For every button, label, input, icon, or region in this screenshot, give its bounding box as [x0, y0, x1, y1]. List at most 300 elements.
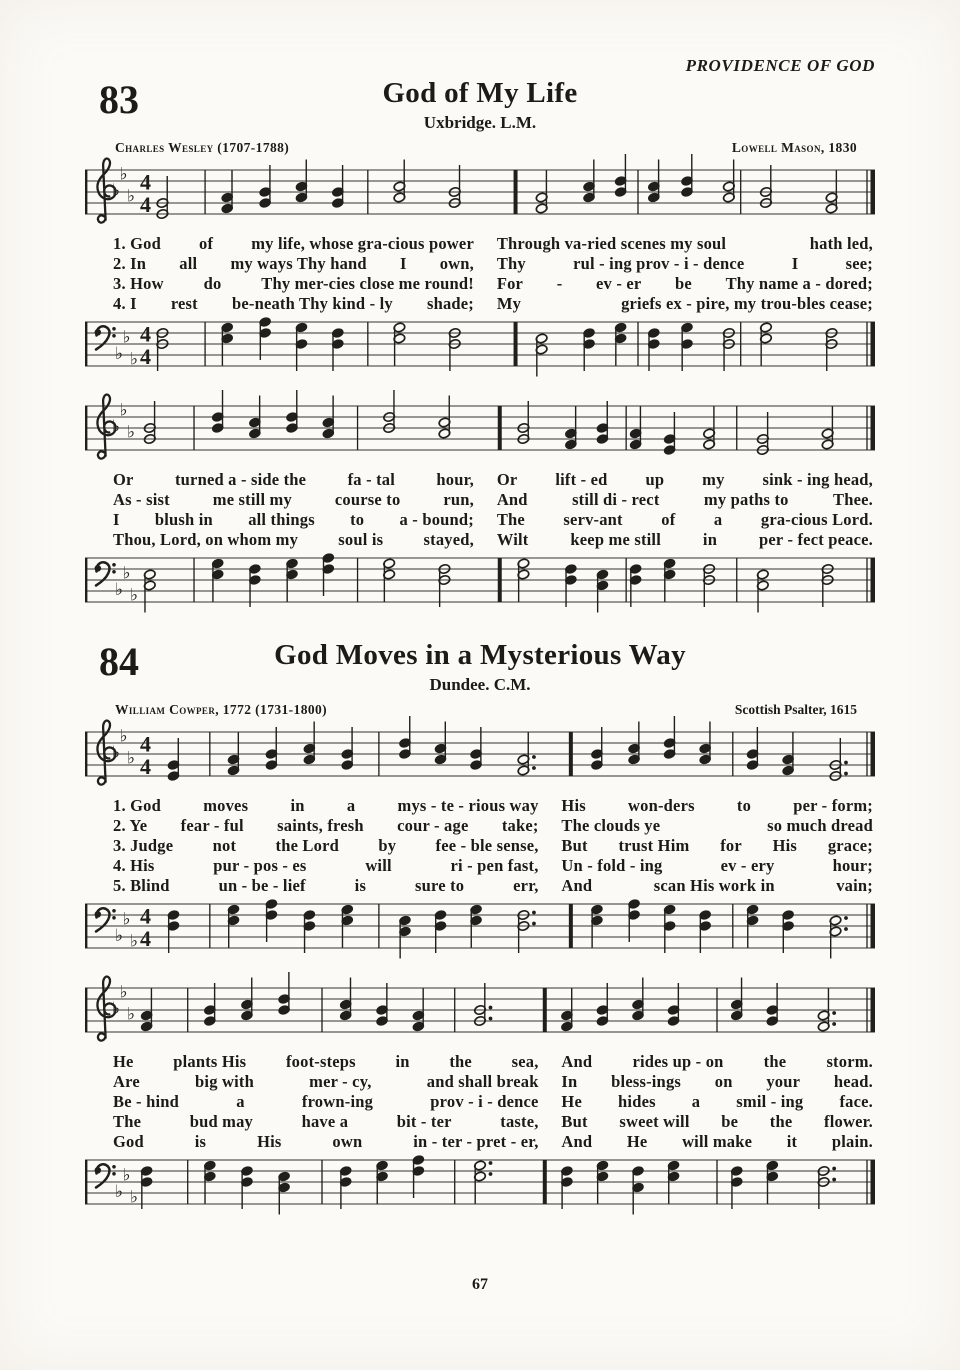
lyric-syllable: so much dread [767, 815, 873, 835]
lyric-syllable: 4. His [113, 855, 155, 875]
lyric-syllable: will [365, 855, 392, 875]
note-chord [825, 327, 838, 370]
lyric-syllable: 3. How [113, 273, 164, 293]
lyric-syllable: my [702, 469, 725, 489]
lyric-syllable: trust Him [618, 835, 690, 855]
lyric-syllable: He [626, 1131, 648, 1151]
note-chord [203, 983, 216, 1026]
note-chord [143, 401, 156, 444]
lyric-syllable: Thy name a - dored; [725, 273, 873, 293]
music-staff-svg [85, 382, 875, 482]
lyric-syllable: plain. [831, 1131, 873, 1151]
lyric-syllable: moves [203, 795, 249, 815]
lyric-syllable: For [496, 273, 524, 293]
lyrics-line [113, 816, 873, 836]
flat-sign: ♭ [122, 1165, 131, 1186]
lyric-syllable: Or [496, 469, 518, 489]
system-barline [85, 322, 87, 366]
lyric-syllable: And [561, 875, 593, 895]
lyric-syllable: - [556, 273, 563, 293]
note-chord [434, 909, 447, 952]
note-chord [699, 909, 712, 952]
lyric-syllable: 1. God [113, 233, 161, 253]
lyric-syllable: plants His [173, 1051, 247, 1071]
lyric-syllable: rul - ing prov - i - dence [573, 253, 745, 273]
lyric-syllable: face. [839, 1091, 873, 1111]
music-staff-svg [85, 708, 875, 808]
lyric-syllable: run, [443, 489, 474, 509]
flat-sign: ♭ [127, 186, 136, 207]
lyrics-half [497, 490, 873, 510]
lyric-syllable: still di - rect [572, 489, 660, 509]
lyric-syllable: ev - ery [720, 855, 775, 875]
lyric-syllable: a [691, 1091, 701, 1111]
note-chord [248, 563, 261, 606]
note-chord [703, 563, 716, 606]
lyrics-line [113, 1072, 873, 1092]
lyric-syllable: scan His work in [653, 875, 775, 895]
lyric-syllable: of [199, 233, 214, 253]
lyric-syllable: smil - ing [736, 1091, 804, 1111]
flat-sign: ♭ [119, 726, 128, 747]
lyric-syllable: it [786, 1131, 798, 1151]
lyric-syllable: blush in [154, 509, 213, 529]
note-chord [376, 983, 389, 1026]
lyrics-half [113, 836, 539, 856]
lyric-syllable: He [113, 1051, 134, 1071]
hymn-84-section [85, 640, 875, 1218]
music-staff [85, 1156, 875, 1218]
note-chord [782, 909, 795, 952]
lyric-syllable: a [346, 795, 356, 815]
final-barline [871, 732, 876, 776]
lyric-syllable: I [399, 253, 407, 273]
lyrics-half [113, 856, 539, 876]
lyrics-line [113, 1092, 873, 1112]
lyric-syllable: a - bound; [399, 509, 474, 529]
lyrics-half [113, 510, 474, 530]
lyric-syllable: As - sist [113, 489, 170, 509]
lyric-syllable: taste, [500, 1111, 539, 1131]
lyric-syllable: rest [170, 293, 198, 313]
note-chord [821, 563, 834, 606]
lyric-syllable: not [212, 835, 237, 855]
time-signature: 4 [140, 753, 151, 779]
flat-sign: ♭ [122, 327, 131, 348]
note-chord [339, 1165, 352, 1208]
lyric-syllable: pur - pos - es [213, 855, 307, 875]
lyric-syllable: flower. [824, 1111, 873, 1131]
lyric-syllable: serv-ant [563, 509, 623, 529]
lyric-syllable: 5. Blind [113, 875, 170, 895]
bass-clef-icon [95, 1164, 116, 1187]
note-chord [156, 176, 169, 219]
note-chord [629, 563, 642, 606]
flat-sign: ♭ [127, 1004, 136, 1025]
lyric-syllable: the [763, 1051, 787, 1071]
music-staff [85, 900, 875, 962]
page-content [0, 78, 960, 1218]
note-chord [265, 898, 278, 941]
lyric-syllable: His [772, 835, 798, 855]
lyrics-line [113, 836, 873, 856]
final-barline [871, 322, 876, 366]
note-chord [746, 727, 759, 770]
lyric-syllable: frown-ing [301, 1091, 374, 1111]
lyric-syllable: the Lord [275, 835, 339, 855]
lyric-syllable: hath led, [809, 233, 873, 253]
lyric-syllable: cour - age [397, 815, 469, 835]
flat-sign: ♭ [115, 343, 124, 364]
hymn-title: God Moves in a Mysterious Way [274, 638, 686, 671]
note-chord [399, 716, 412, 759]
lyrics-half [497, 274, 873, 294]
note-chord [474, 983, 493, 1026]
note-chord [730, 1165, 743, 1208]
lyric-syllable: Thy [496, 253, 526, 273]
flat-sign: ♭ [130, 931, 139, 952]
time-signature: 4 [140, 321, 151, 347]
note-chord [448, 327, 461, 370]
music-staff [85, 318, 875, 380]
note-chord [286, 390, 299, 433]
bass-clef-icon [95, 908, 116, 931]
lyric-syllable: by [378, 835, 397, 855]
heavy-barline [498, 406, 502, 450]
note-chord [681, 322, 694, 371]
lyric-syllable: 1. God [113, 795, 161, 815]
lyric-syllable: vain; [836, 875, 873, 895]
running-head: PROVIDENCE OF GOD [685, 56, 875, 75]
flat-sign: ♭ [112, 742, 121, 763]
lyric-syllable: for [720, 835, 742, 855]
lyric-syllable: up [645, 469, 665, 489]
lyrics-line [113, 1112, 873, 1132]
lyric-syllable: take; [501, 815, 539, 835]
music-staff-svg [85, 1136, 875, 1236]
lyrics-line [113, 856, 873, 876]
note-chord [663, 716, 676, 759]
lyric-syllable: And [496, 489, 528, 509]
heavy-barline [543, 1160, 547, 1204]
flat-sign: ♭ [130, 1187, 139, 1208]
flat-sign: ♭ [115, 1181, 124, 1202]
lyric-syllable: His [561, 795, 586, 815]
lyric-syllable: to [736, 795, 752, 815]
lyric-syllable: 4. I [113, 293, 137, 313]
lyric-syllable: 2. Ye [113, 815, 148, 835]
lyrics-line [113, 254, 873, 274]
lyric-syllable: turned a - side the [174, 469, 307, 489]
author-name: Charles Wesley (1707-1788) [115, 139, 290, 155]
lyric-syllable: in - ter - pret - er, [413, 1131, 539, 1151]
note-chord [766, 983, 779, 1026]
lyric-syllable: Are [113, 1071, 140, 1091]
lyric-syllable: in [395, 1051, 410, 1071]
time-signature: 4 [140, 191, 151, 217]
note-chord [722, 327, 735, 370]
lyric-syllable: The [113, 1111, 142, 1131]
note-chord [341, 727, 354, 770]
note-chord [140, 1165, 153, 1208]
note-chord [167, 738, 180, 781]
note-chord [614, 154, 627, 197]
composer-name: Scottish Psalter, 1615 [734, 701, 857, 717]
bass-clef-icon [95, 326, 116, 349]
lyric-syllable: course to [334, 489, 401, 509]
lyric-syllable: and shall break [426, 1071, 539, 1091]
lyric-syllable: ev - er [596, 273, 642, 293]
lyric-syllable: grace; [827, 835, 873, 855]
note-chord [561, 1165, 574, 1208]
note-chord [303, 909, 316, 952]
lyrics-half [561, 1112, 873, 1132]
lyric-syllable: I [791, 253, 799, 273]
lyric-syllable: hour, [436, 469, 474, 489]
note-chord [591, 727, 604, 770]
note-chord [663, 412, 676, 455]
lyric-syllable: Thee. [833, 489, 873, 509]
time-signature: 4 [140, 343, 151, 369]
note-chord [278, 972, 291, 1015]
flat-sign: ♭ [119, 164, 128, 185]
lyric-syllable: my life, whose gra-cious power [251, 233, 474, 253]
hymn-number: 84 [99, 638, 139, 684]
author-name: William Cowper, 1772 (1731-1800) [115, 701, 328, 717]
lyric-syllable: And [561, 1131, 593, 1151]
lyric-syllable: ri - pen fast, [450, 855, 539, 875]
hymn-83-section [85, 78, 875, 616]
lyrics-half [561, 816, 873, 836]
music-staff-svg [85, 146, 875, 246]
bass-clef-icon [95, 562, 116, 585]
note-chord [667, 983, 680, 1026]
lyric-syllable: sweet will [619, 1111, 690, 1131]
flat-sign: ♭ [112, 998, 121, 1019]
note-chord [331, 165, 344, 208]
lyric-syllable: My [496, 293, 522, 313]
lyrics-half [113, 274, 474, 294]
note-chord [829, 738, 848, 781]
lyrics-line [113, 510, 873, 530]
note-chord [156, 327, 169, 370]
lyric-syllable: my ways Thy hand [230, 253, 367, 273]
lyrics-half [497, 254, 873, 274]
flat-sign: ♭ [112, 416, 121, 437]
note-chord [596, 401, 609, 444]
lyric-syllable: rides up - on [632, 1051, 724, 1071]
lyric-syllable: a [236, 1091, 245, 1111]
lyric-syllable: Be - hind [113, 1091, 179, 1111]
lyric-syllable: will make [682, 1131, 753, 1151]
lyric-syllable: be [721, 1111, 739, 1131]
flat-sign: ♭ [127, 748, 136, 769]
hymn-84-header [85, 640, 875, 695]
hymn-number: 83 [99, 77, 139, 122]
lyric-syllable: Wilt [496, 529, 529, 549]
note-chord [448, 165, 461, 208]
lyric-syllable: storm. [826, 1051, 873, 1071]
lyric-syllable: hour; [832, 855, 873, 875]
flat-sign: ♭ [122, 563, 131, 584]
music-staff-svg [85, 964, 875, 1064]
lyric-syllable: gra-cious Lord. [760, 509, 873, 529]
lyric-syllable: mer - cy, [309, 1071, 372, 1091]
lyric-syllable: your [766, 1071, 801, 1091]
flat-sign: ♭ [115, 925, 124, 946]
lyric-syllable: prov - i - dence [430, 1091, 539, 1111]
lyric-syllable: foot-steps [285, 1051, 356, 1071]
tune-name: Uxbridge. L.M. [423, 112, 537, 132]
lyric-syllable: stayed, [423, 529, 474, 549]
lyric-syllable: all things [248, 509, 315, 529]
final-barline [871, 1160, 876, 1204]
lyrics-half [113, 490, 474, 510]
lyric-syllable: sure to [415, 875, 465, 895]
time-signature: 4 [140, 169, 151, 195]
lyric-syllable: fa - tal [347, 469, 396, 489]
lyric-syllable: keep me still [570, 529, 661, 549]
music-staff [85, 984, 875, 1046]
note-chord [583, 327, 596, 370]
lyrics-half [561, 856, 873, 876]
note-chord [322, 552, 335, 595]
lyric-syllable: bit - ter [396, 1111, 452, 1131]
lyric-syllable: to [350, 509, 365, 529]
lyric-syllable: Through va-ried scenes my soul [496, 233, 727, 253]
lyrics-line [113, 490, 873, 510]
system-barline [85, 170, 87, 214]
final-barline [871, 170, 876, 214]
lyric-syllable: lift - ed [555, 469, 608, 489]
lyrics-half [561, 1092, 873, 1112]
system-barline [85, 732, 87, 776]
page-number: 67 [472, 1276, 488, 1293]
lyric-syllable: Or [113, 469, 134, 489]
lyric-syllable: see; [845, 253, 873, 273]
heavy-barline [569, 904, 573, 948]
time-signature: 4 [140, 903, 151, 929]
flat-sign: ♭ [115, 579, 124, 600]
lyric-syllable: saints, fresh [277, 815, 364, 835]
lyric-syllable: own, [439, 253, 474, 273]
lyric-syllable: is [194, 1131, 207, 1151]
final-barline [871, 904, 876, 948]
lyric-syllable: err, [513, 875, 539, 895]
note-chord [470, 727, 483, 770]
time-signature: 4 [140, 925, 151, 951]
music-staff-svg [85, 534, 875, 634]
lyric-syllable: sea, [511, 1051, 539, 1071]
system-barline [85, 406, 87, 450]
lyric-syllable: have a [301, 1111, 349, 1131]
lyric-syllable: Thy mer-cies close me round! [261, 273, 474, 293]
final-barline [871, 988, 876, 1032]
music-staff [85, 554, 875, 616]
note-chord [632, 1165, 645, 1214]
lyric-syllable: 3. Judge [113, 835, 174, 855]
lyric-syllable: sink - ing head, [762, 469, 873, 489]
lyric-syllable: a [713, 509, 723, 529]
note-chord [663, 904, 676, 953]
lyrics-half [113, 816, 539, 836]
note-chord [517, 909, 536, 952]
lyric-syllable: shade; [426, 293, 474, 313]
lyric-syllable: soul is [338, 529, 384, 549]
note-chord [647, 327, 660, 370]
time-signature: 4 [140, 731, 151, 757]
lyric-syllable: 2. In [113, 253, 147, 273]
flat-sign: ♭ [130, 585, 139, 606]
note-chord [383, 390, 396, 433]
lyric-syllable: In [561, 1071, 578, 1091]
lyric-syllable: on [714, 1071, 733, 1091]
lyric-syllable: per - fect peace. [759, 529, 873, 549]
lyric-syllable: is [354, 875, 367, 895]
lyric-syllable: fear - ful [180, 815, 244, 835]
note-chord [517, 401, 530, 444]
lyric-syllable: own [332, 1131, 363, 1151]
note-chord [681, 154, 694, 197]
note-chord [241, 1165, 254, 1208]
lyric-syllable: be [675, 273, 692, 293]
heavy-barline [498, 558, 502, 602]
heavy-barline [514, 322, 518, 366]
system-barline [85, 1160, 87, 1204]
lyric-syllable: hides [618, 1091, 656, 1111]
system-barline [85, 988, 87, 1032]
note-chord [438, 563, 451, 606]
hymn-83-header [85, 78, 875, 133]
system-barline [85, 904, 87, 948]
lyric-syllable: His [257, 1131, 282, 1151]
flat-sign: ♭ [112, 180, 121, 201]
flat-sign: ♭ [119, 400, 128, 421]
lyrics-half [561, 836, 873, 856]
lyric-syllable: of [661, 509, 676, 529]
lyrics-half [113, 1072, 539, 1092]
lyric-syllable: the [449, 1051, 472, 1071]
system-barline [85, 558, 87, 602]
note-chord [596, 983, 609, 1026]
flat-sign: ♭ [122, 909, 131, 930]
lyrics-half [113, 1112, 539, 1132]
lyric-syllable: But [561, 835, 588, 855]
lyric-syllable: do [203, 273, 222, 293]
lyric-syllable: me still my [212, 489, 292, 509]
lyric-syllable: But [561, 1111, 588, 1131]
lyrics-half [561, 1072, 873, 1092]
note-chord [259, 165, 272, 208]
note-chord [167, 909, 180, 952]
lyric-syllable: griefs ex - pire, my trou-bles cease; [621, 293, 873, 313]
heavy-barline [543, 988, 547, 1032]
lyrics-half [113, 254, 474, 274]
final-barline [871, 558, 876, 602]
lyric-syllable: Thou, Lord, on whom my [113, 529, 299, 549]
lyric-syllable: my paths to [703, 489, 789, 509]
lyric-syllable: The clouds ye [561, 815, 661, 835]
heavy-barline [569, 732, 573, 776]
lyrics-line [113, 274, 873, 294]
final-barline [871, 406, 876, 450]
note-chord [211, 390, 224, 433]
music-staff [85, 166, 875, 228]
flat-sign: ♭ [130, 349, 139, 370]
tune-name: Dundee. C.M. [429, 674, 531, 694]
lyric-syllable: bud may [189, 1111, 253, 1131]
flat-sign: ♭ [127, 422, 136, 443]
